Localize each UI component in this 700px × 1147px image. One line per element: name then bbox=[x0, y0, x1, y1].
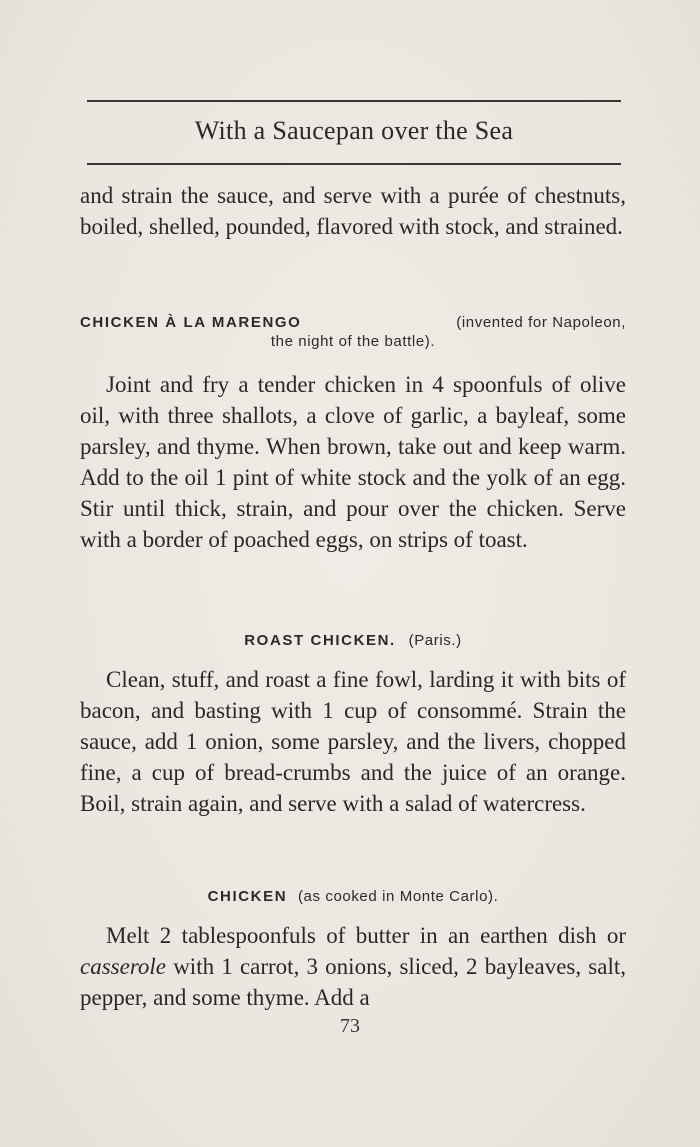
recipe-subtitle: (as cooked in Monte Carlo). bbox=[297, 888, 499, 905]
italic-term: casserole bbox=[80, 954, 167, 979]
recipe-heading-marengo bbox=[80, 314, 626, 350]
header-rule-top bbox=[87, 100, 621, 102]
recipe-text-roast: Clean, stuff, and roast a fine fowl, larding it with bits of bacon, and basting with 1 cup of consommé. Strain the sauce, add 1 onion, some parsley, and the livers, chopped fine, a cup of bread-crumbs and the juice of an orange. Boil, strain again, and serve with a salad of watercress. bbox=[80, 667, 626, 816]
text-segment: Melt 2 tablespoonfuls of butter in an earthen dish or bbox=[106, 923, 626, 948]
continuation-paragraph: and strain the sauce, and serve with a purée of chestnuts, boiled, shelled, pounded, flavored with stock, and strained. bbox=[80, 183, 626, 239]
recipe-text-marengo: Joint and fry a tender chicken in 4 spoonfuls of olive oil, with three shallots, a clove of garlic, a bayleaf, some parsley, and thyme. When brown, take out and keep warm. Add to the oil 1 pint of white stock and the yolk of an egg. Stir until thick, strain, and pour over the chicken. Serve with a border of poached eggs, on strips of toast. bbox=[80, 372, 626, 552]
recipe-title: CHICKEN bbox=[207, 888, 288, 905]
recipe-heading-roast bbox=[80, 632, 626, 649]
running-head: With a Saucepan over the Sea bbox=[194, 116, 514, 145]
recipe-subtitle-cont: the night of the battle). bbox=[270, 333, 436, 350]
recipe-title: CHICKEN À LA MARENGO bbox=[80, 314, 302, 331]
page-number: 73 bbox=[340, 1015, 360, 1037]
recipe-title: ROAST CHICKEN. bbox=[244, 632, 396, 649]
recipe-text-monte-carlo bbox=[80, 920, 626, 1013]
recipe-heading-monte-carlo bbox=[80, 888, 626, 905]
recipe-subtitle: (invented for Napoleon, bbox=[456, 314, 626, 331]
recipe-subtitle: (Paris.) bbox=[408, 632, 462, 649]
header-rule-bottom bbox=[87, 163, 621, 165]
text-segment: with 1 carrot, 3 onions, sliced, 2 bayleaves, salt, pepper, and some thyme. Add a bbox=[80, 954, 626, 1010]
